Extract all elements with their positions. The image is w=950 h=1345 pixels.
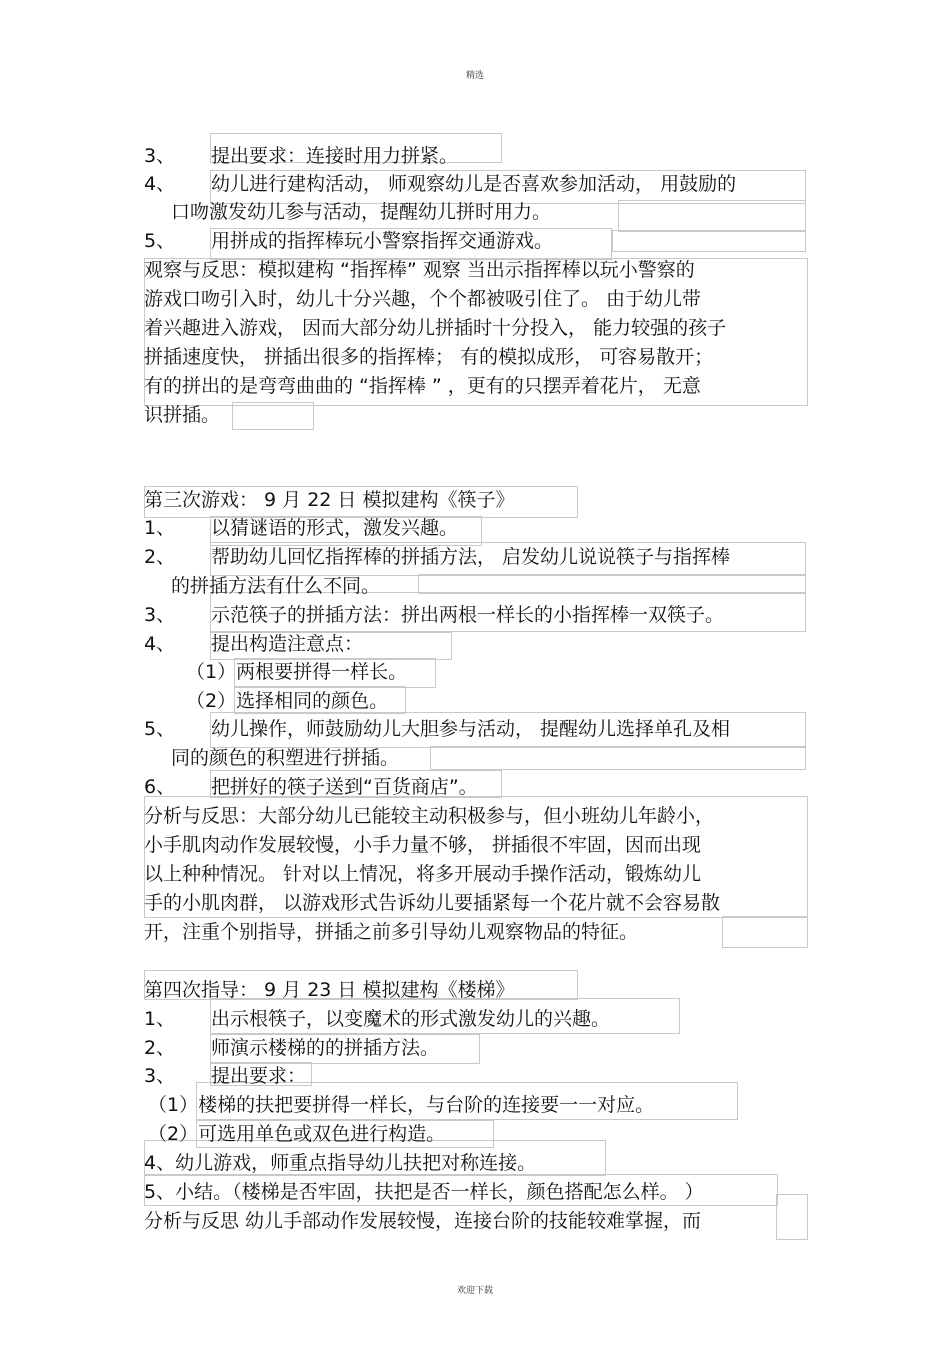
reflection-line: 分析与反思 幼儿手部动作发展较慢，连接台阶的技能较难掌握，而 (144, 1210, 702, 1232)
scan-box (776, 1194, 808, 1240)
reflection-line: 拼插速度快， 拼插出很多的指挥棒； 有的模拟成形， 可容易散开； (144, 346, 714, 368)
step-line-continued: 的拼插方法有什么不同。 (171, 575, 381, 597)
step-line: 1、 以猜谜语的形式，激发兴趣。 (144, 517, 459, 539)
step-line: 5、 幼儿操作，师鼓励幼儿大胆参与活动， 提醒幼儿选择单孔及相 (144, 718, 731, 740)
reflection-line: 游戏口吻引入时，幼儿十分兴趣，个个都被吸引住了。 由于幼儿带 (144, 288, 702, 310)
step-line: 5、小结。（楼梯是否牢固，扶把是否一样长，颜色搭配怎么样。 ） (144, 1181, 704, 1203)
reflection-line: 分析与反思：大部分幼儿已能较主动积极参与，但小班幼儿年龄小， (144, 805, 715, 827)
step-line: 4、 幼儿进行建构活动， 师观察幼儿是否喜欢参加活动， 用鼓励的 (144, 173, 737, 195)
step-line-continued: 同的颜色的积塑进行拼插。 (171, 747, 400, 769)
step-line-continued: 口吻激发幼儿参与活动，提醒幼儿拼时用力。 (171, 201, 552, 223)
step-line: 1、 出示根筷子，以变魔术的形式激发幼儿的兴趣。 (144, 1008, 611, 1030)
step-line: 3、 示范筷子的拼插方法：拼出两根一样长的小指挥棒一双筷子。 (144, 604, 725, 626)
scan-box (722, 916, 808, 948)
reflection-line: 开，注重个别指导，拼插之前多引导幼儿观察物品的特征。 (144, 921, 639, 943)
scan-box (232, 402, 314, 430)
reflection-line: 着兴趣进入游戏， 因而大部分幼儿拼插时十分投入， 能力较强的孩子 (144, 317, 727, 339)
reflection-line: 观察与反思：模拟建构 “指挥棒” 观察 当出示指挥棒以玩小警察的 (144, 259, 695, 281)
reflection-line: 小手肌肉动作发展较慢，小手力量不够， 拼插很不牢固，因而出现 (144, 834, 702, 856)
step-line: 5、 用拼成的指挥棒玩小警察指挥交通游戏。 (144, 230, 554, 252)
step-line: 4、 提出构造注意点： (144, 633, 364, 655)
scan-box (430, 746, 806, 770)
page-footer: 欢迎下载 (456, 1286, 493, 1296)
step-line: 3、 提出要求： (144, 1065, 307, 1087)
section-title: 第四次指导： 9 月 23 日 模拟建构《楼梯》 (144, 979, 515, 1001)
page-header: 精选 (465, 71, 484, 81)
sub-step-line: （1）楼梯的扶把要拼得一样长，与台阶的连接要一一对应。 (148, 1094, 655, 1116)
step-line: 3、 提出要求：连接时用力拼紧。 (144, 145, 459, 167)
sub-step-line: （1）两根要拼得一样长。 (186, 661, 408, 683)
reflection-line: 以上种种情况。 针对以上情况，将多开展动手操作活动，锻炼幼儿 (144, 863, 702, 885)
step-line: 4、幼儿游戏，师重点指导幼儿扶把对称连接。 (144, 1152, 537, 1174)
section-title: 第三次游戏： 9 月 22 日 模拟建构《筷子》 (144, 489, 515, 511)
sub-step-line: （2）可选用单色或双色进行构造。 (148, 1123, 446, 1145)
scan-box (418, 574, 806, 594)
reflection-line: 识拼插。 (144, 404, 221, 426)
scan-box (618, 200, 806, 232)
sub-step-line: （2）选择相同的颜色。 (186, 690, 389, 712)
reflection-line: 有的拼出的是弯弯曲曲的 “指挥棒 ” ，更有的只摆弄着花片， 无意 (144, 375, 701, 397)
step-line: 2、 帮助幼儿回忆指挥棒的拼插方法， 启发幼儿说说筷子与指挥棒 (144, 546, 731, 568)
step-line: 2、 师演示楼梯的的拼插方法。 (144, 1037, 440, 1059)
scan-box (612, 230, 806, 252)
reflection-line: 手的小肌肉群， 以游戏形式告诉幼儿要插紧每一个花片就不会容易散 (144, 892, 721, 914)
step-line: 6、 把拼好的筷子送到“百货商店”。 (144, 776, 478, 798)
